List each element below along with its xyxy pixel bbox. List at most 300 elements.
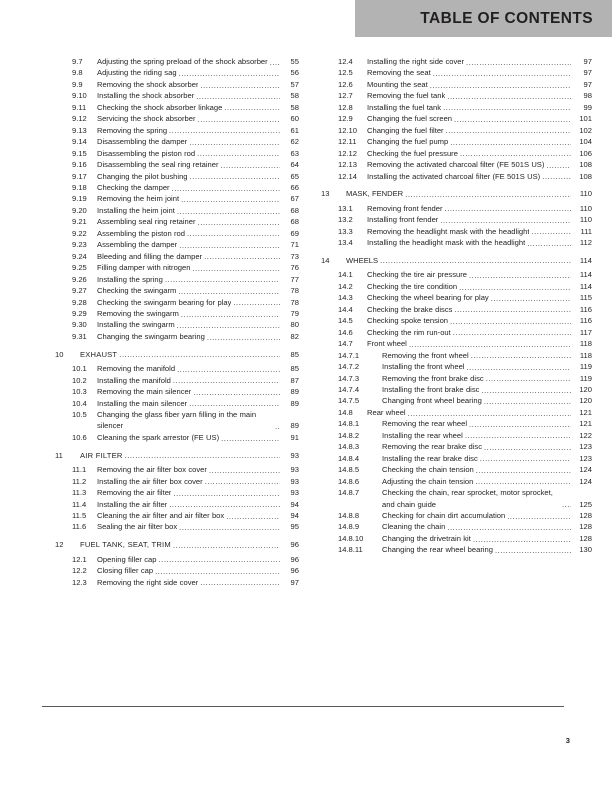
toc-entry-page: 87 (290, 375, 299, 385)
toc-entry-body (97, 56, 299, 67)
toc-entry-title: Assembling seal ring retainer (97, 217, 196, 227)
toc-entry-number: 9.15 (72, 148, 87, 158)
toc-entry[interactable] (321, 203, 592, 214)
toc-entry[interactable] (55, 148, 299, 159)
toc-entry-number: 12.10 (338, 125, 358, 135)
toc-entry-body (97, 228, 299, 239)
toc-entry-body (97, 476, 299, 487)
toc-entry-body (367, 148, 592, 159)
toc-entry-page: 93 (290, 450, 299, 460)
toc-entry[interactable] (321, 214, 592, 225)
toc-dot-leader (466, 56, 571, 67)
toc-entry-title: Installing the air filter (97, 499, 168, 509)
toc-entry-title: Changing the rear wheel bearing (382, 545, 493, 555)
toc-entry[interactable] (321, 338, 592, 349)
toc-entry-page: 120 (579, 384, 592, 394)
toc-entry[interactable] (55, 476, 299, 487)
toc-entry-page: 117 (579, 327, 592, 337)
toc-entry-title: Checking the brake discs (367, 304, 453, 314)
toc-entry-number: 14.7.5 (338, 396, 360, 406)
toc-entry[interactable] (55, 56, 299, 67)
toc-dot-leader (169, 125, 280, 136)
toc-entry-page: 97 (583, 79, 592, 89)
toc-entry-number: 11.4 (72, 499, 87, 509)
toc-entry[interactable] (321, 395, 592, 406)
toc-entry[interactable] (55, 90, 299, 101)
toc-entry-number: 14.6 (338, 327, 353, 337)
toc-entry-title: Filling damper with nitrogen (97, 263, 191, 273)
toc-entry-body (367, 113, 592, 124)
toc-entry-page: 76 (290, 263, 299, 273)
toc-entry[interactable] (55, 450, 299, 461)
toc-entry[interactable] (55, 67, 299, 78)
toc-entry-number: 14.7.2 (338, 362, 360, 372)
toc-entry-number: 9.12 (72, 114, 87, 124)
toc-dot-leader (179, 521, 280, 532)
toc-entry-page: 89 (290, 398, 299, 408)
toc-dot-leader (181, 308, 280, 319)
toc-entry[interactable] (321, 255, 592, 266)
toc-dot-leader (179, 67, 280, 78)
toc-entry-page: 82 (290, 331, 299, 341)
toc-entry[interactable] (55, 398, 299, 409)
toc-entry-body (97, 148, 299, 159)
toc-entry[interactable] (321, 476, 592, 487)
toc-dot-leader (405, 188, 571, 199)
toc-entry-number: 9.26 (72, 274, 87, 284)
toc-entry-body (97, 182, 299, 193)
toc-entry-number: 9.29 (72, 308, 87, 318)
toc-entry-page: 122 (579, 430, 592, 440)
toc-entry-body (382, 487, 592, 510)
toc-entry-page: 123 (579, 442, 592, 452)
toc-entry-body (97, 432, 299, 443)
toc-entry-number: 14.1 (338, 270, 353, 280)
toc-entry-body (97, 565, 299, 576)
toc-entry-title: Disassembling the damper (97, 137, 188, 147)
toc-dot-leader (380, 255, 571, 266)
toc-entry-body (367, 171, 592, 182)
toc-dot-leader (205, 476, 280, 487)
toc-entry[interactable] (55, 102, 299, 113)
toc-entry-body (97, 216, 299, 227)
toc-entry-title: Opening filler cap (97, 554, 157, 564)
toc-entry-body (367, 67, 592, 78)
toc-entry[interactable] (55, 487, 299, 498)
toc-entry-title: Changing the fuel filter (367, 125, 444, 135)
toc-entry-number: 14.8.5 (338, 465, 360, 475)
toc-entry-page: 60 (290, 114, 299, 124)
toc-entry-body (382, 510, 592, 521)
toc-entry-body (367, 79, 592, 90)
toc-entry[interactable] (321, 90, 592, 101)
toc-entry-title: Installing the front wheel (382, 362, 465, 372)
toc-entry-page: 110 (579, 203, 592, 213)
toc-entry[interactable] (55, 262, 299, 273)
toc-entry-title: Checking the rim run-out (367, 327, 451, 337)
footer-page-number: 3 (565, 736, 570, 745)
header-banner (355, 0, 612, 37)
toc-entry-title: AIR FILTER (80, 450, 123, 460)
toc-entry-number: 14.8.9 (338, 522, 360, 532)
toc-dot-leader (177, 205, 280, 216)
toc-entry-title: Checking the wheel bearing for play (367, 293, 489, 303)
toc-entry[interactable] (55, 554, 299, 565)
toc-entry-body (382, 533, 592, 544)
toc-entry[interactable] (55, 409, 299, 432)
toc-entry-number: 12.5 (338, 68, 353, 78)
toc-entry-number: 9.20 (72, 205, 87, 215)
toc-entry-page: 121 (579, 419, 592, 429)
toc-entry-body (382, 476, 592, 487)
toc-dot-leader (275, 420, 280, 431)
toc-entry[interactable] (55, 125, 299, 136)
toc-entry-body (382, 464, 592, 475)
toc-entry-title: Installing the shock absorber (97, 91, 195, 101)
toc-entry-page: 110 (579, 215, 592, 225)
toc-entry-title: Checking for chain dirt accumulation (382, 510, 506, 520)
toc-entry-page: 94 (290, 510, 299, 520)
toc-entry-title: Adjusting the chain tension (382, 476, 474, 486)
toc-entry[interactable] (55, 182, 299, 193)
toc-entry[interactable] (321, 67, 592, 78)
toc-entry-number: 13.2 (338, 215, 353, 225)
toc-entry-page: 112 (579, 238, 592, 248)
toc-dot-leader (465, 430, 571, 441)
toc-entry-page: 94 (290, 499, 299, 509)
toc-entry[interactable] (55, 308, 299, 319)
toc-entry[interactable] (321, 487, 592, 510)
toc-entry[interactable] (321, 125, 592, 136)
toc-entry[interactable] (55, 349, 299, 360)
toc-dot-leader (221, 432, 280, 443)
toc-entry[interactable] (55, 228, 299, 239)
toc-entry[interactable] (321, 544, 592, 555)
toc-dot-leader (169, 499, 280, 510)
toc-entry-number: 14 (321, 255, 330, 265)
toc-entry-page: 97 (290, 577, 299, 587)
toc-dot-leader (192, 262, 280, 273)
toc-entry-title: Changing the pilot bushing (97, 171, 188, 181)
toc-entry[interactable] (321, 304, 592, 315)
toc-entry[interactable] (55, 205, 299, 216)
toc-entry-page: 93 (290, 465, 299, 475)
toc-entry[interactable] (55, 79, 299, 90)
toc-entry-title: Checking the chain, rear sprocket, motor sprocket, and chain guide (382, 488, 553, 509)
toc-dot-leader (467, 361, 572, 372)
toc-dot-leader (527, 237, 571, 248)
toc-dot-leader (495, 544, 571, 555)
toc-entry-title: Removing front fender (367, 203, 443, 213)
toc-entry[interactable] (321, 171, 592, 182)
toc-entry-page: 68 (290, 205, 299, 215)
toc-entry[interactable] (55, 565, 299, 576)
toc-entry-body (367, 226, 592, 237)
toc-entry[interactable] (321, 281, 592, 292)
toc-entry[interactable] (321, 464, 592, 475)
toc-entry-number: 9.23 (72, 240, 87, 250)
toc-entry-title: Servicing the shock absorber (97, 114, 196, 124)
toc-entry[interactable] (55, 331, 299, 342)
toc-entry-number: 12.4 (338, 57, 353, 66)
toc-entry[interactable] (321, 315, 592, 326)
toc-entry[interactable] (55, 274, 299, 285)
toc-entry-number: 9.24 (72, 251, 87, 261)
toc-entry[interactable] (321, 407, 592, 418)
toc-entry-number: 9.13 (72, 125, 87, 135)
toc-entry-number: 14.8 (338, 407, 353, 417)
toc-entry[interactable] (321, 350, 592, 361)
toc-entry-body (97, 79, 299, 90)
toc-dot-leader (459, 281, 571, 292)
toc-entry-page: 80 (290, 320, 299, 330)
toc-entry[interactable] (55, 319, 299, 330)
toc-entry-title: Disassembling the piston rod (97, 148, 196, 158)
toc-entry-number: 14.3 (338, 293, 353, 303)
toc-entry-title: Adjusting the riding sag (97, 68, 177, 78)
toc-dot-leader (165, 274, 280, 285)
toc-entry[interactable] (321, 418, 592, 429)
toc-dot-leader (155, 565, 280, 576)
toc-entry[interactable] (55, 375, 299, 386)
toc-entry[interactable] (321, 148, 592, 159)
toc-entry-title: Checking the tire condition (367, 281, 458, 291)
toc-entry-page: 99 (583, 102, 592, 112)
toc-entry[interactable] (55, 113, 299, 124)
toc-dot-leader (484, 395, 571, 406)
toc-entry[interactable] (55, 136, 299, 147)
toc-entry-body (97, 577, 299, 588)
toc-entry-page: 91 (290, 432, 299, 442)
toc-entry-number: 10.1 (72, 364, 87, 374)
toc-entry-title: Installing the headlight mask with the headlight (367, 238, 526, 248)
toc-entry-page: 96 (290, 554, 299, 564)
toc-entry[interactable] (321, 79, 592, 90)
toc-entry-body (367, 327, 592, 338)
toc-entry-number: 9.30 (72, 320, 87, 330)
toc-entry-body (97, 464, 299, 475)
toc-dot-leader (475, 476, 571, 487)
toc-entry[interactable] (321, 292, 592, 303)
toc-entry[interactable] (321, 373, 592, 384)
toc-entry-page: 71 (290, 240, 299, 250)
toc-entry-title: Disassembling the seal ring retainer (97, 160, 219, 170)
toc-entry-body (367, 56, 592, 67)
toc-entry-number: 12.3 (72, 577, 87, 587)
toc-entry[interactable] (55, 297, 299, 308)
toc-entry-title: Removing the swingarm (97, 308, 179, 318)
toc-entry-page: 65 (290, 171, 299, 181)
toc-entry-title: Removing the activated charcoal filter (FE 501S US) (367, 160, 545, 170)
toc-entry-page: 128 (579, 533, 592, 543)
toc-entry[interactable] (55, 464, 299, 475)
toc-entry-body (367, 102, 592, 113)
toc-entry-body (382, 521, 592, 532)
toc-entry-title: Adjusting the spring preload of the shock absorber (97, 57, 268, 66)
toc-entry-body (97, 102, 299, 113)
toc-entry[interactable] (55, 159, 299, 170)
toc-dot-leader (562, 499, 571, 510)
toc-entry-title: Mounting the seat (367, 79, 428, 89)
toc-entry-page: 56 (290, 68, 299, 78)
toc-entry[interactable] (55, 193, 299, 204)
toc-entry-number: 14.8.8 (338, 510, 360, 520)
toc-dot-leader (119, 349, 280, 360)
toc-dot-leader (187, 228, 280, 239)
toc-dot-leader (193, 386, 280, 397)
toc-entry-page: 93 (290, 476, 299, 486)
toc-dot-leader (197, 148, 280, 159)
toc-entry-body (97, 319, 299, 330)
toc-page-body (0, 56, 612, 792)
toc-entry-body (97, 521, 299, 532)
toc-entry[interactable] (55, 577, 299, 588)
toc-entry[interactable] (55, 363, 299, 374)
toc-entry-title: Installing the air filter box cover (97, 476, 203, 486)
toc-entry-body (382, 453, 592, 464)
toc-entry[interactable] (321, 159, 592, 170)
toc-entry-page: 119 (579, 373, 592, 383)
toc-entry-number: 9.16 (72, 160, 87, 170)
toc-dot-leader (224, 102, 280, 113)
toc-entry-title: Removing the air filter (97, 488, 172, 498)
toc-entry[interactable] (55, 432, 299, 443)
toc-entry[interactable] (321, 521, 592, 532)
toc-entry-number: 13.1 (338, 203, 353, 213)
toc-entry-title: Installing the manifold (97, 375, 171, 385)
toc-entry-number: 14.5 (338, 316, 353, 326)
toc-entry[interactable] (55, 521, 299, 532)
toc-entry[interactable] (321, 102, 592, 113)
toc-entry-number: 9.9 (72, 79, 83, 89)
toc-entry-number: 14.8.7 (338, 488, 360, 498)
toc-dot-leader (179, 239, 280, 250)
toc-entry-number: 14.8.4 (338, 453, 360, 463)
toc-entry-page: 68 (290, 217, 299, 227)
toc-entry-number: 12 (55, 540, 64, 550)
toc-entry-title: Installing the activated charcoal filter (FE 501S US) (367, 171, 541, 181)
toc-dot-leader (189, 398, 280, 409)
toc-entry[interactable] (55, 539, 299, 550)
toc-entry-page: 85 (290, 349, 299, 359)
toc-dot-leader (233, 297, 280, 308)
toc-entry[interactable] (55, 510, 299, 521)
toc-entry-body (97, 386, 299, 397)
toc-entry-number: 10.6 (72, 432, 87, 442)
toc-dot-leader (471, 350, 571, 361)
toc-entry[interactable] (321, 430, 592, 441)
toc-entry-title: Checking the damper (97, 182, 170, 192)
toc-entry-number: 10.4 (72, 398, 87, 408)
toc-dot-leader (476, 464, 571, 475)
toc-entry-page: 121 (579, 407, 592, 417)
toc-entry-number: 9.19 (72, 194, 87, 204)
toc-entry[interactable] (55, 251, 299, 262)
toc-entry-page: 111 (580, 226, 592, 236)
toc-entry[interactable] (55, 171, 299, 182)
toc-entry[interactable] (55, 499, 299, 510)
toc-entry-title: Removing the shock absorber (97, 79, 199, 89)
toc-entry-title: Changing the drivetrain kit (382, 533, 471, 543)
toc-dot-leader (209, 464, 280, 475)
toc-entry-title: Removing the front brake disc (382, 373, 484, 383)
toc-entry-body (367, 237, 592, 248)
toc-entry-page: 78 (290, 286, 299, 296)
toc-entry-page: 97 (583, 68, 592, 78)
toc-entry[interactable] (321, 441, 592, 452)
toc-entry[interactable] (321, 56, 592, 67)
toc-entry[interactable] (321, 237, 592, 248)
toc-entry-number: 9.27 (72, 286, 87, 296)
toc-entry-title: Changing the fuel screen (367, 114, 453, 124)
toc-entry-page: 115 (579, 293, 592, 303)
toc-entry-body (382, 544, 592, 555)
toc-entry[interactable] (55, 216, 299, 227)
toc-entry-page: 89 (290, 387, 299, 397)
toc-entry[interactable] (321, 113, 592, 124)
toc-dot-leader (173, 487, 280, 498)
toc-entry-number: 14.8.11 (338, 545, 363, 555)
toc-dot-leader (430, 79, 571, 90)
toc-dot-leader (447, 521, 571, 532)
toc-entry-page: 62 (290, 137, 299, 147)
toc-entry-body (367, 159, 592, 170)
toc-entry[interactable] (321, 510, 592, 521)
toc-entry-page: 124 (579, 465, 592, 475)
toc-entry-body (97, 285, 299, 296)
toc-dot-leader (484, 441, 571, 452)
toc-dot-leader (204, 251, 280, 262)
toc-entry-body (97, 125, 299, 136)
toc-entry[interactable] (321, 188, 592, 199)
toc-entry-title: Front wheel (367, 339, 407, 349)
toc-dot-leader (454, 304, 571, 315)
toc-entry[interactable] (55, 285, 299, 296)
toc-entry-number: 12.14 (338, 171, 358, 181)
toc-entry-title: Changing front wheel bearing (382, 396, 482, 406)
toc-entry-body (367, 407, 592, 418)
toc-entry[interactable] (321, 269, 592, 280)
toc-entry-page: 96 (290, 540, 299, 550)
toc-entry[interactable] (321, 327, 592, 338)
toc-dot-leader (125, 450, 280, 461)
toc-dot-leader (196, 90, 280, 101)
toc-entry-page: 55 (290, 57, 299, 66)
toc-dot-leader (480, 453, 571, 464)
toc-entry-title: Checking the chain tension (382, 465, 474, 475)
toc-entry-title: Checking the swingarm (97, 286, 177, 296)
toc-entry-title: Rear wheel (367, 407, 406, 417)
toc-entry-page: 64 (290, 160, 299, 170)
toc-entry[interactable] (321, 226, 592, 237)
toc-entry-body (97, 67, 299, 78)
toc-entry[interactable] (321, 533, 592, 544)
toc-dot-leader (507, 510, 571, 521)
toc-dot-leader (443, 102, 571, 113)
toc-entry[interactable] (55, 239, 299, 250)
toc-entry-number: 12.1 (72, 554, 87, 564)
toc-entry[interactable] (321, 361, 592, 372)
toc-entry[interactable] (321, 136, 592, 147)
toc-dot-leader (270, 56, 280, 67)
toc-entry-body (97, 363, 299, 374)
toc-entry-body (80, 539, 299, 550)
toc-entry-number: 12.7 (338, 91, 353, 101)
toc-entry[interactable] (321, 384, 592, 395)
toc-entry[interactable] (321, 453, 592, 464)
toc-entry[interactable] (55, 386, 299, 397)
toc-entry-body (97, 171, 299, 182)
